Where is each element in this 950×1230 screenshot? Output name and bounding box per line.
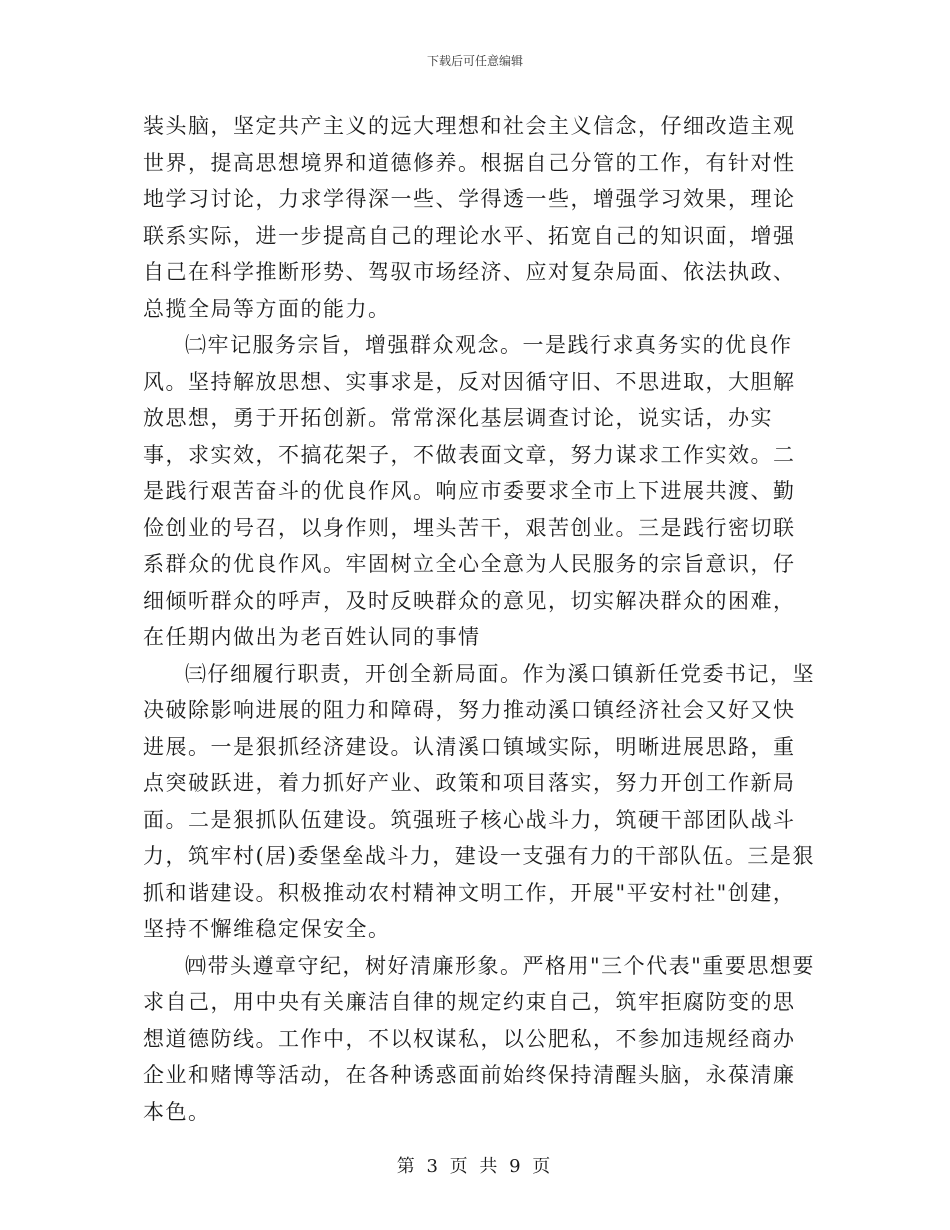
- page-header: 下载后可任意编辑: [426, 54, 523, 68]
- paragraph-fulfill-duties: ㈢仔细履行职责，开创全新局面。作为溪口镇新任党委书记，坚决破除影响进展的阻力和障碍，努力推动溪口镇经济社会又好又快进展。一是狠抓经济建设。认清溪口镇域实际，明晰进展思路，重点突破跃进，着力抓好产业、政策和项目落实，努力开创工作新局面。二是狠抓队伍建设。筑强班子核心战斗力，筑硬干部团队战斗力，筑牢村(居)委堡垒战斗力，建设一支强有力的干部队伍。三是狠抓和谐建设。积极推动农村精神文明工作，开展"平安村社"创建，坚持不懈维稳定保安全。: [143, 661, 815, 941]
- paragraph-service-purpose: ㈡牢记服务宗旨，增强群众观念。一是践行求真务实的优良作风。坚持解放思想、实事求是，反对因循守旧、不思进取，大胆解放思想，勇于开拓创新。常常深化基层调查讨论，说实话，办实事，求实效，不搞花架子，不做表面文章，努力谋求工作实效。二是践行艰苦奋斗的优良作风。响应市委要求全市上下进展共渡、勤俭创业的号召，以身作则，埋头苦干，艰苦创业。三是践行密切联系群众的优良作风。牢固树立全心全意为人民服务的宗旨意识，仔细倾听群众的呼声，及时反映群众的意见，切实解决群众的困难，在任期内做出为老百姓认同的事情: [143, 333, 796, 649]
- page-number: 第 3 页 共 9 页: [396, 1156, 554, 1177]
- document-body: [143, 108, 815, 1130]
- paragraph-continuation: 装头脑，坚定共产主义的远大理想和社会主义信念，仔细改造主观世界，提高思想境界和道德修养。根据自己分管的工作，有针对性地学习讨论，力求学得深一些、学得透一些，增强学习效果，理论联系实际，进一步提高自己的理论水平、拓宽自己的知识面，增强自己在科学推断形势、驾驭市场经济、应对复杂局面、依法执政、总揽全局等方面的能力。: [143, 114, 796, 321]
- paragraph-discipline: ㈣带头遵章守纪，树好清廉形象。严格用"三个代表"重要思想要求自己，用中央有关廉洁自律的规定约束自己，筑牢拒腐防变的思想道德防线。工作中，不以权谋私，以公肥私，不参加违规经商办企业和赌博等活动，在各种诱惑面前始终保持清醒头脑，永葆清廉本色。: [143, 953, 815, 1124]
